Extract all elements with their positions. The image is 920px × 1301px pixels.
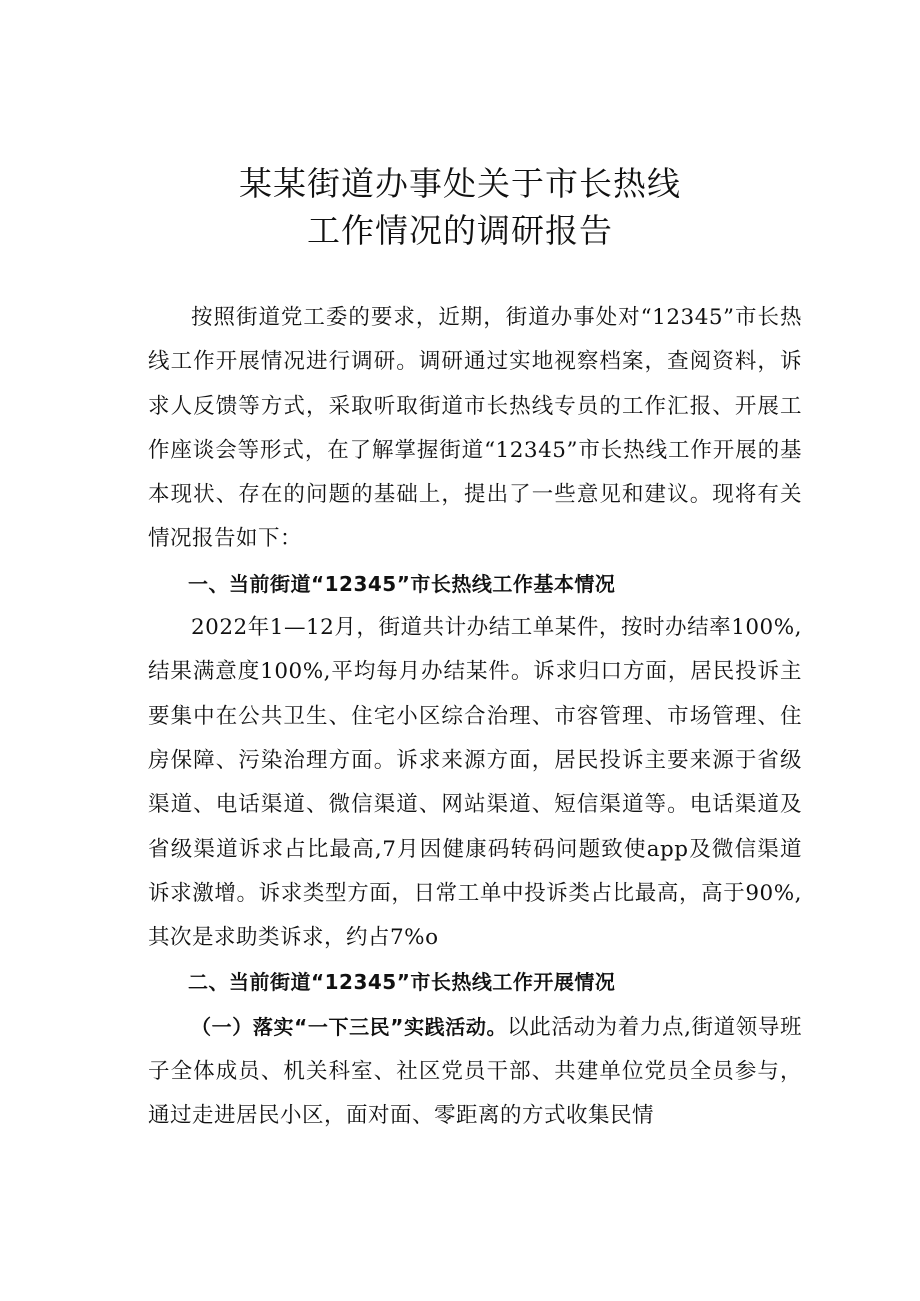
section-2-sub-1-lead: （一）落实“一下三民”实践活动。 bbox=[191, 1014, 508, 1039]
section-2-heading: 二、当前街道“12345”市长热线工作开展情况 bbox=[188, 970, 616, 995]
document-body bbox=[148, 296, 802, 1139]
section-1-heading: 一、当前街道“12345”市长热线工作基本情况 bbox=[188, 571, 616, 596]
section-1-paragraph: 2022年1—12月，街道共计办结工单某件，按时办结率100%,结果满意度100%,平均每月办结某件。诉求归口方面，居民投诉主要集中在公共卫生、住宅小区综合治理、市容管理、市场管理、住房保障、污染治理方面。诉求来源方面，居民投诉主要来源于省级渠道、电话渠道、微信渠道、网站渠道、短信渠道等。电话渠道及省级渠道诉求占比最高,7月因健康码转码问题致使app及微信渠道诉求激增。诉求类型方面，日常工单中投诉类占比最高，高于90%,其次是求助类诉求，约占7%o bbox=[148, 615, 802, 951]
document-title-line-1: 某某街道办事处关于市长热线 bbox=[239, 164, 681, 203]
document-title-line-2: 工作情况的调研报告 bbox=[307, 211, 613, 250]
intro-paragraph: 按照街道党工委的要求，近期，街道办事处对“12345”市长热线工作开展情况进行调研。调研通过实地视察档案，查阅资料，诉求人反馈等方式，采取听取街道市长热线专员的工作汇报、开展工作座谈会等形式，在了解掌握街道“12345”市长热线工作开展的基本现状、存在的问题的基础上，提出了一些意见和建议。现将有关情况报告如下： bbox=[148, 305, 802, 552]
section-2-sub-1-body: 以此活动为着力点,街道领导班子全体成员、机关科室、社区党员干部、共建单位党员全员参与，通过走进居民小区，面对面、零距离的方式收集民情 bbox=[148, 1014, 802, 1129]
section-2-sub-1-paragraph bbox=[148, 1005, 802, 1139]
